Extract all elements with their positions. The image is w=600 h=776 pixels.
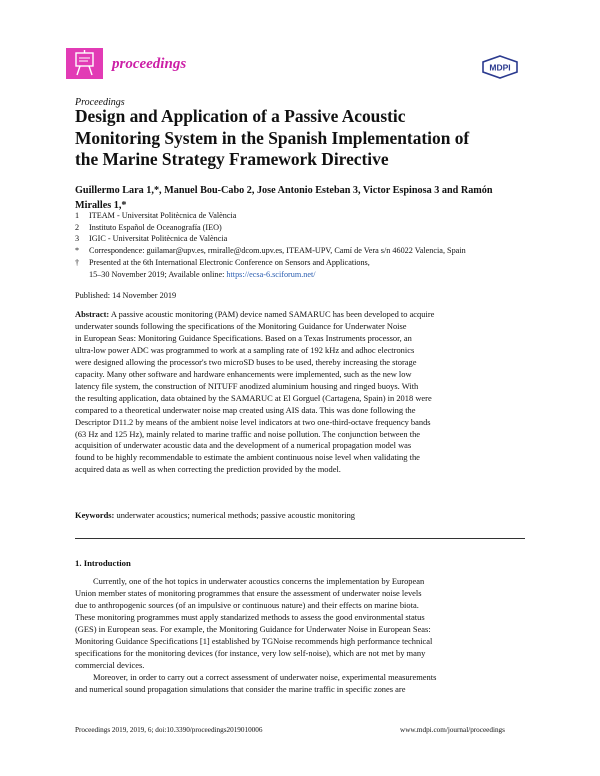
affiliation-text: IGIC - Universitat Politècnica de València [89, 234, 228, 244]
affiliation [75, 222, 545, 234]
body-line: Union member states of monitoring programmes that ensure the assessment of underwater noise levels [75, 587, 422, 598]
sciforum-link[interactable]: https://ecsa-6.sciforum.net/ [226, 269, 316, 279]
intro-body [75, 576, 527, 696]
author-line: Guillermo Lara 1,*, Manuel Bou-Cabo 2, Jose Antonio Esteban 3, Victor Espinosa 3 and Ramón [75, 185, 493, 196]
abstract-line [75, 309, 525, 321]
footer-citation: Proceedings 2019, 2019, 6; doi:10.3390/proceedings2019010006 [75, 726, 263, 734]
author-list [75, 183, 535, 213]
author-line: Miralles 1,* [75, 200, 127, 211]
presented-text-cont: 15–30 November 2019; Available online: [89, 269, 227, 279]
body-line: Moreover, in order to carry out a correct assessment of underwater noise, experimental measurements [93, 671, 437, 682]
affiliation-mark: 2 [75, 222, 80, 232]
proceedings-logo [66, 48, 103, 79]
title-line: Design and Application of a Passive Acoustic [75, 106, 406, 126]
affiliation-mark: † [75, 257, 80, 267]
section-label: Proceedings [75, 97, 125, 108]
paper-title [75, 106, 535, 171]
abstract-line: the resulting application, data obtained by the SAMARUC at El Gorguel (Cartagena, Spain) in 2018 were [75, 392, 432, 403]
abstract-text: A passive acoustic monitoring (PAM) device named SAMARUC has been developed to acquire [109, 309, 435, 319]
affiliations [75, 210, 545, 280]
abstract-line: latency file system, the construction of NITUFF anodized aluminium housing and ringed buoys. With [75, 380, 419, 391]
divider [75, 538, 525, 539]
body-line: commercial devices. [75, 659, 145, 670]
abstract-line: acquisition of underwater acoustic data and the development of a numerical propagation model was [75, 440, 412, 451]
affiliation-text: ITEAM - Universitat Politècnica de València [89, 211, 237, 220]
affiliation-mark: * [75, 246, 80, 256]
abstract-line: acquired data as well as when correcting the prediction provided by the model. [75, 464, 341, 475]
keywords-text: underwater acoustics; numerical methods; passive acoustic monitoring [114, 510, 356, 520]
abstract-line: found to be highly recommendable to estimate the ambient continuous noise level when validating the [75, 452, 420, 463]
abstract-line: in European Seas: Monitoring Guidance Specifications. Based on a Texas Instruments processor, an [75, 332, 412, 343]
affiliation [75, 210, 545, 222]
body-line: specifications for the monitoring devices (for instance, very low self-noise), which are not met by many [75, 647, 426, 658]
title-line: Monitoring System in the Spanish Implementation of [75, 127, 470, 148]
presented-note [75, 257, 545, 269]
body-line: due to anthropogenic sources (of an impulsive or continuous nature) and their effects on marine biota. [75, 599, 419, 610]
title-line: the Marine Strategy Framework Directive [75, 149, 389, 169]
body-line: These monitoring programmes must apply standarized methods to assess the good environmental status [75, 611, 425, 622]
body-line: and numerical sound propagation simulations that consider the marine traffic in specific zones are [75, 683, 406, 694]
body-line: Monitoring Guidance Specifications [1] established by TGNoise recommends high performance technical [75, 635, 433, 646]
affiliation-mark: 3 [75, 234, 80, 244]
affiliation [75, 233, 545, 245]
mdpi-logo-text: MDPI [489, 62, 511, 73]
presented-note-cont [75, 269, 545, 281]
section-heading: 1. Introduction [75, 558, 131, 568]
easel-icon [66, 48, 103, 79]
abstract-label: Abstract: [75, 309, 110, 319]
abstract [75, 309, 525, 476]
mdpi-logo [480, 55, 520, 79]
journal-name: proceedings [112, 56, 187, 72]
keywords-label: Keywords: [75, 510, 115, 520]
body-line: (GES) in European seas. For example, the Monitoring Guidance for Underwater Noise in European Seas: [75, 623, 431, 634]
abstract-line: capacity. Many other software and hardware enhancements were implemented, such as the new low [75, 368, 412, 379]
body-line: Currently, one of the hot topics in underwater acoustics concerns the implementation by European [93, 576, 425, 586]
correspondence [75, 245, 545, 257]
keywords [75, 510, 535, 520]
abstract-line: ultra-low power ADC was programmed to work at a sampling rate of 192 kHz and adhoc electronics [75, 344, 415, 355]
abstract-line: underwater sounds following the specifications of the Monitoring Guidance for Underwater Noise [75, 320, 407, 331]
footer-url[interactable]: www.mdpi.com/journal/proceedings [400, 726, 505, 734]
abstract-line: (63 Hz and 125 Hz), mainly related to marine traffic and noise pollution. The conjunction between the [75, 428, 421, 439]
published-date: Published: 14 November 2019 [75, 291, 177, 300]
affiliation-mark: 1 [75, 211, 80, 220]
abstract-line: Descriptor D11.2 by means of the ambient noise level indicators at two one-third-octave frequency bands [75, 416, 431, 427]
abstract-line: were designed allowing the processor's two microSD buses to be used, thereby increasing the storage [75, 356, 417, 367]
abstract-line: compared to a theoretical underwater noise map created using AIS data. This was done following the [75, 404, 416, 415]
correspondence-text: Correspondence: guilamar@upv.es, rmiralle@dcom.upv.es, ITEAM-UPV, Camí de Vera s/n 46022 Valencia, Spain [89, 246, 466, 256]
affiliation-text: Instituto Español de Oceanografía (IEO) [89, 222, 222, 232]
presented-text: Presented at the 6th International Electronic Conference on Sensors and Applications, [89, 257, 370, 267]
